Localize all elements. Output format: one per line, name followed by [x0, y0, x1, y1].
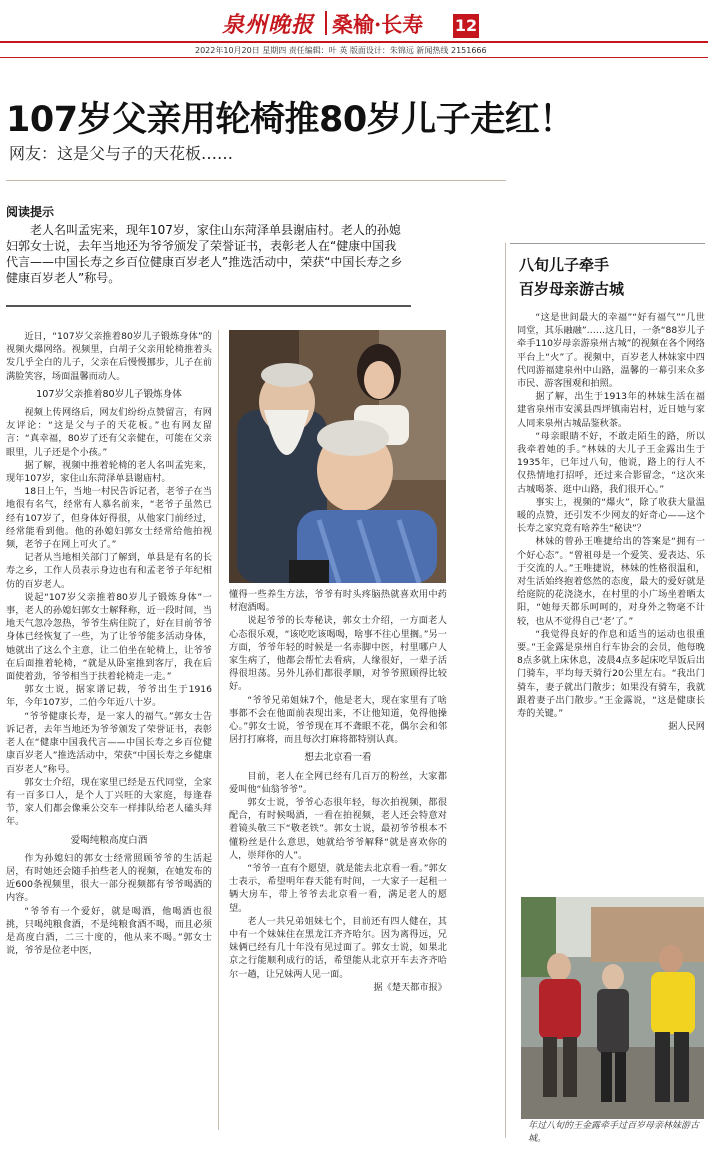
page-number-badge: 12 [453, 14, 479, 38]
sidebar-top-rule [510, 243, 705, 244]
section-subheading: 想去北京看一看 [304, 752, 372, 764]
masthead [222, 8, 482, 38]
paragraph: 说起“107岁父亲推着80岁儿子锻炼身体”一事，老人的孙媳妇郭女士解释称，近一段时间，当地天气忽冷忽热，爷爷生病住院了，好在目前爷爷身体已经恢复了一些，为了让爷爷能多活动身体，她就出了这么个主意，让二伯坐在轮椅上，让爷爷在后面推着轮椅，“就是从卧室推到客厅，我在后面使着劲，爷爷相当于扶着轮椅走一走。” [6, 591, 212, 683]
sidebar-title-line: 八旬儿子牵手 [519, 256, 610, 274]
paragraph: 作为孙媳妇的郭女士经常照顾爷爷的生活起居，有时她还会随手拍些老人的视频，在她发布的近600条视频里，很大一部分视频都有爷爷喝酒的内容。 [6, 852, 212, 904]
paragraph: 事实上，视频的“爆火”，除了收获大量温暖的点赞，还引发不少网友的好奇心——这个长寿之家究竟有啥养生“秘诀”？ [517, 496, 705, 535]
paragraph: “爷爷有一个爱好，就是喝酒，他喝酒也很挑，只喝纯粮食酒，不是纯粮食酒不喝，而且必须是高度白酒，二三十度的，他从来不喝。”郭女士说，爷爷是位老中医， [6, 905, 212, 957]
headline-divider [6, 180, 506, 181]
lead-text: 老人名叫孟宪来，现年107岁，家住山东菏泽单县谢庙村。老人的孙媳妇郭女士说，去年当地还为爷爷颁发了荣誉证书，表彰老人在“健康中国我代言——中国长寿之乡百位健康百岁老人”推选活动中，荣获“中国长寿之乡健康百岁老人”称号。 [6, 223, 403, 285]
photo-father-and-son-image [229, 330, 446, 583]
newspaper-name: 泉州晚报 [222, 12, 315, 38]
masthead-rule [0, 41, 708, 43]
paragraph: 据了解，视频中推着轮椅的老人名叫孟宪来，现年107岁，家住山东菏泽单县谢庙村。 [6, 459, 212, 485]
article-source: 据人民网 [668, 721, 705, 733]
sidebar-article [517, 311, 705, 734]
paragraph: 郭女士说，据家谱记载，爷爷出生于1916年，今年107岁，二伯今年近八十岁。 [6, 684, 212, 709]
column-divider [218, 330, 219, 1130]
paragraph: 据了解，出生于1913年的林妹生活在福建省泉州市安溪县西坪镇南岩村，近日她与家人同来泉州古城品鉴秋茶。 [517, 391, 705, 429]
paragraph: 近日，“107岁父亲推着80岁儿子锻炼身体”的视频火爆网络。视频里，白胡子父亲用轮椅推着头发几乎全白的儿子，父亲在后慢慢挪步，儿子在前满脸笑容，场面温馨而动人。 [6, 331, 212, 382]
column-divider [505, 243, 506, 1138]
photo-son-and-mother-image [521, 897, 704, 1119]
paragraph: 说起爷爷的长寿秘诀，郭女士介绍，一方面老人心态很乐观，“该吃吃该喝喝，啥事不往心里搁。”另一方面，爷爷年轻的时候是一名赤脚中医，村里哪户人家生病了，他都会帮忙去看病，人缘很好，一辈子活得很坦荡。另外儿孙们都很孝顺，对爷爷照顾得比较好。 [229, 615, 447, 693]
article-column-2 [229, 588, 447, 994]
paragraph: “母亲眼睛不好，不敢走陌生的路，所以我牵着她的手。”林妹的大儿子王金露出生于1935年，已年过八旬，他说，路上的行人不仅热情地打招呼，还过来合影留念，“这次来古城喝茶、逛中山路，我们很开心。” [517, 430, 705, 495]
photo-caption: 年过八旬的王金露牵手过百岁母亲林妹游古城。 [528, 1121, 700, 1144]
lead-divider [6, 305, 411, 307]
lead-title: 阅读提示 [6, 205, 55, 219]
paragraph: 老人一共兄弟姐妹七个，目前还有四人健在，其中有一个妹妹住在黑龙江齐齐哈尔。因为离得远，兄妹俩已经有几十年没有见过面了。郭女士说，如果北京之行能顺利成行的话，希望能从北京开车去齐齐哈尔一趟，让兄妹两人见一面。 [229, 915, 447, 980]
sidebar-title-line: 百岁母亲游古城 [519, 280, 625, 298]
paragraph: 郭女士介绍，现在家里已经是五代同堂，全家有一百多口人，是个人丁兴旺的大家庭，每逢春节，家人们都会像乘公交车一样排队给老人磕头拜年。 [6, 776, 212, 828]
paragraph: “我觉得良好的作息和适当的运动也很重要。”王金露是泉州自行车协会的会员，他每晚8点多就上床休息，凌晨4点多起床吃早饭后出门骑车，平均每天骑行20公里左右。“我出门骑车，妻子就出门散步；如果没有骑车，我就跟着妻子出门散步。”王金露说，“这是健康长寿的关键。” [517, 628, 705, 720]
masthead-rule-thin [0, 57, 708, 58]
photo-father-and-son [229, 330, 446, 583]
photo-son-and-mother [521, 897, 704, 1119]
article-column-1 [6, 330, 212, 957]
dateline: 2022年10月20日 星期四 责任编辑：叶 英 版面设计：朱锦远 新闻热线 2151666 [195, 46, 487, 55]
paragraph: 林妹的曾孙王唯捷给出的答案是“拥有一个好心态”。“曾祖母是一个爱笑、爱表达、乐于交流的人。”王唯捷说，林妹的性格很温和，对生活始终抱着悠然的态度，最大的爱好就是给庭院的花浇浇水，在村里的小广场坐着晒太阳，“她每天都乐呵呵的，对身外之物毫不计较，也从不觉得自己‘老’了。” [517, 536, 705, 627]
paragraph: 郭女士说，爷爷心态很年轻，每次拍视频，都很配合，有时候喝酒，一看在拍视频，老人还会特意对着镜头敬三下“敬老铁”。郭女士说，最初爷爷根本不懂粉丝是什么意思，她就给爷爷解释“就是喜欢你的人，崇拜你的人”。 [229, 797, 447, 861]
paragraph: 视频上传网络后，网友们纷纷点赞留言，有网友评论：“这是父与子的天花板。”也有网友留言：“真幸福，80岁了还有父亲健在，可能在父亲眼里，儿子还是个小孩。” [6, 407, 212, 458]
section-subheading: 爱喝纯粮高度白酒 [70, 834, 148, 846]
paragraph: 懂得一些养生方法，爷爷有时头疼脑热就喜欢用中药材泡酒喝。 [229, 589, 447, 614]
paragraph: “爷爷健康长寿，是一家人的福气。”郭女士告诉记者，去年当地还为爷爷颁发了荣誉证书，表彰老人在“健康中国我代言——中国长寿之乡百位健康百岁老人”推选活动中，荣获“中国长寿之乡健康百岁老人”称号。 [6, 710, 212, 775]
section-name: 桑榆·长寿 [332, 12, 424, 37]
masthead-divider [325, 11, 327, 35]
article-source: 据《楚天都市报》 [373, 981, 447, 993]
paragraph: “爷爷一直有个愿望，就是能去北京看一看。”郭女士表示，希望明年春天能有时间，一大家子一起租一辆大房车，带上爷爷去北京看一看，满足老人的愿望。 [229, 863, 447, 914]
paragraph: “爷爷兄弟姐妹7个，他是老大，现在家里有了啥事都不会在他面前表现出来，不让他知道，免得他操心。”郭女士说，爷爷现在耳不聋眼不花，偶尔会和邻居打打麻将，而且每次打麻将都特别认真。 [229, 694, 447, 746]
paragraph: 18日上午，当地一村民告诉记者，老爷子在当地很有名气，经常有人慕名前来，“老爷子虽然已经有107岁了，但身体好得很，从他家门前经过，经常能看到他。他的孙媳妇郭女士经常给他拍视频，老爷子在网上可火了。” [6, 486, 212, 551]
headline: 107岁父亲用轮椅推80岁儿子走红！ [6, 100, 574, 140]
sidebar-title [519, 253, 624, 301]
paragraph: 目前，老人在全网已经有几百万的粉丝，大家都爱叫他“仙翁爷爷”。 [229, 770, 447, 795]
section-subheading: 107岁父亲推着80岁儿子锻炼身体 [36, 388, 182, 400]
subheadline: 网友：这是父与子的天花板…… [9, 144, 234, 163]
paragraph: “这是世间最大的幸福”“好有福气”“几世同堂，其乐融融”……这几日，一条“88岁儿子牵手110岁母亲游泉州古城”的视频在各个网络平台上“火”了。视频中，百岁老人林妹家中四代同游福建泉州中山路，温馨的一幕引来众多市民、游客围观和拍照。 [517, 312, 705, 390]
paragraph: 记者从当地相关部门了解到，单县是有名的长寿之乡，工作人员表示身边也有和孟老爷子年纪相仿的百岁老人。 [6, 552, 212, 590]
